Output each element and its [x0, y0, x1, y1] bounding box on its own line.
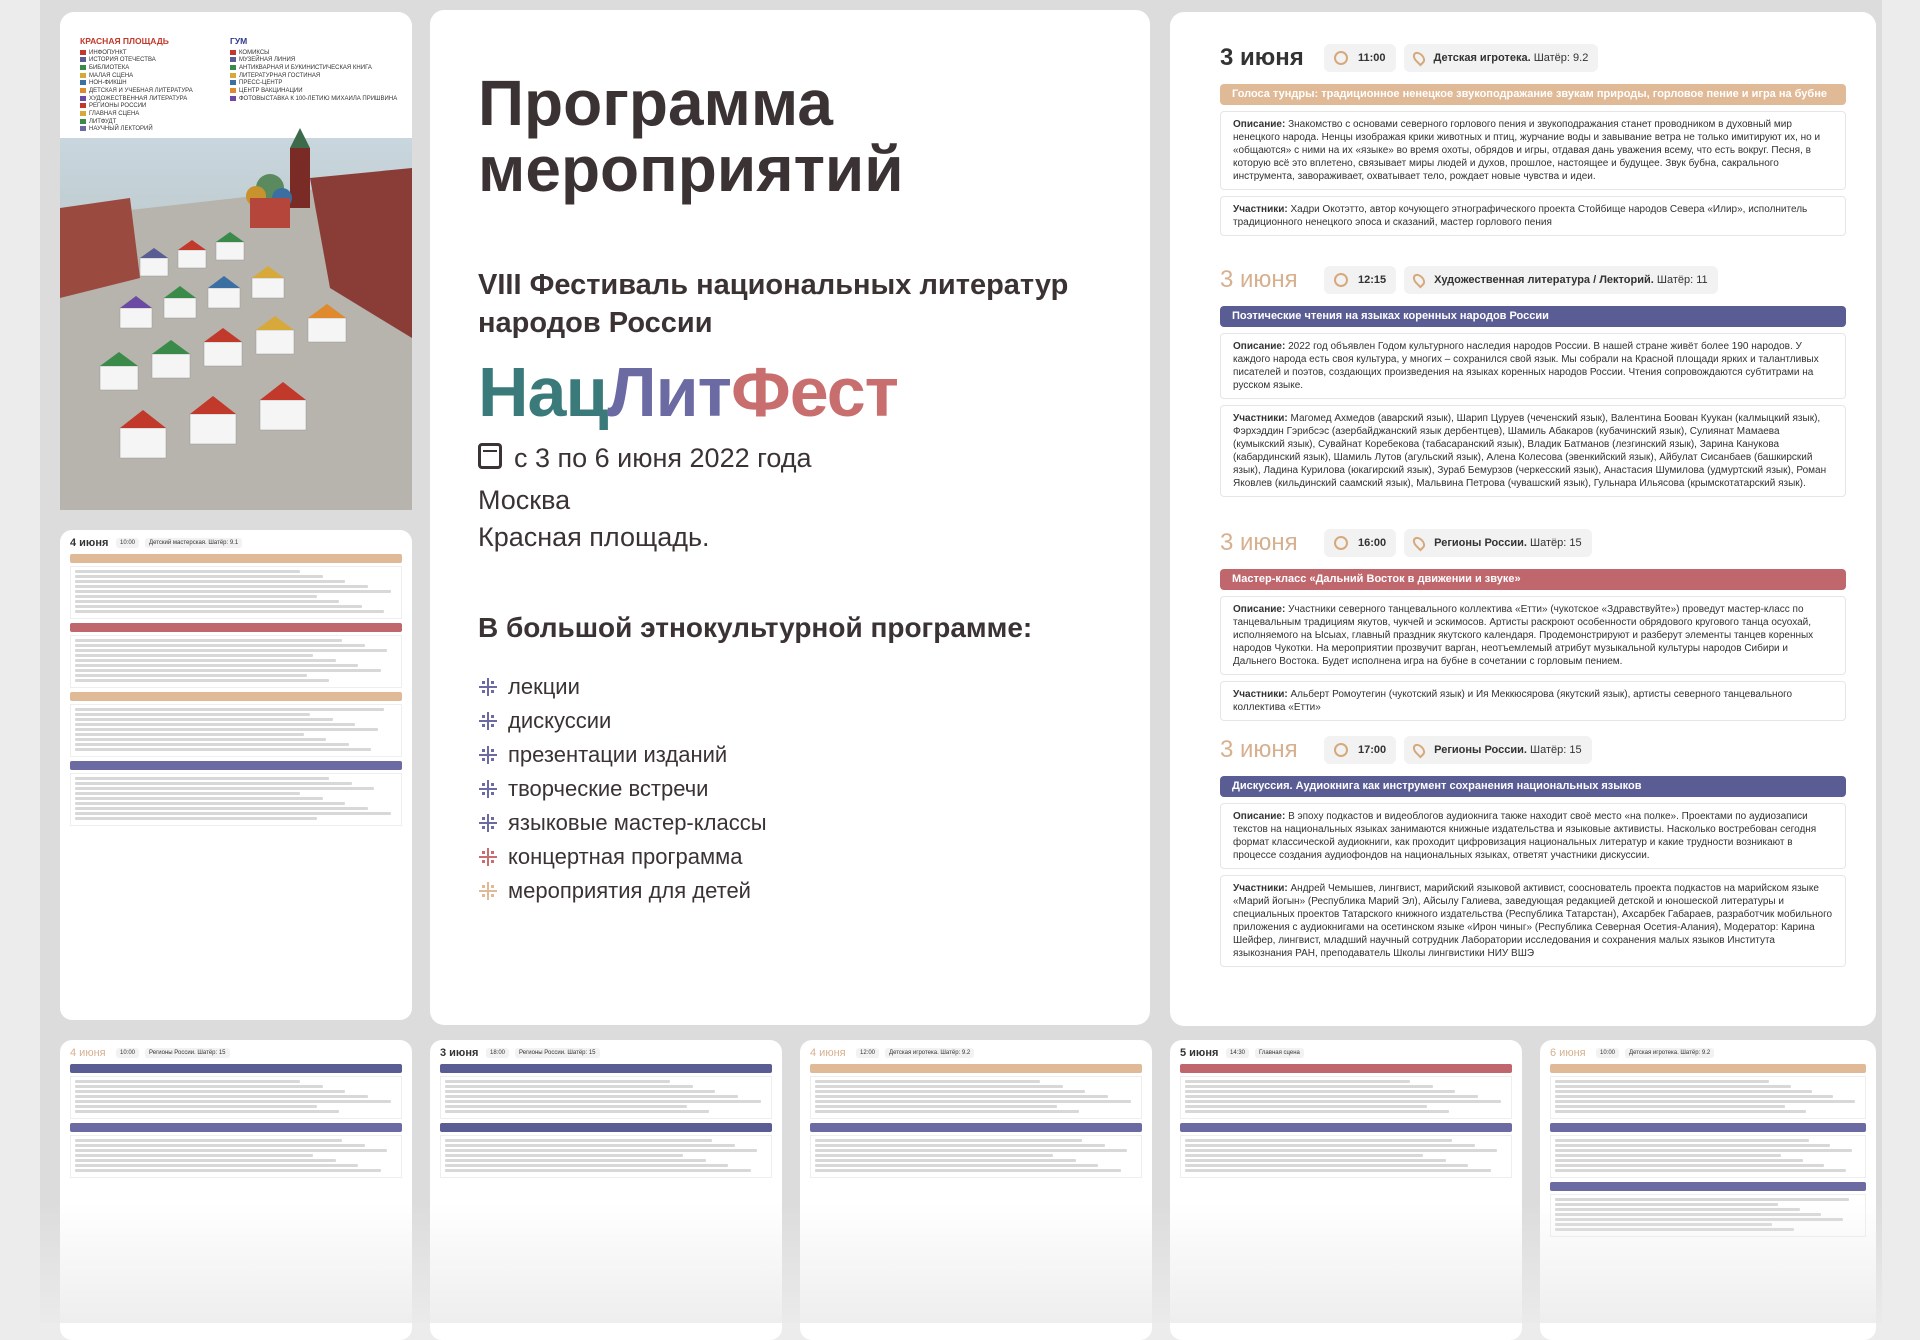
program-item — [478, 670, 767, 704]
event-time-text: 17:00 — [1358, 744, 1387, 756]
thumb-event-text — [70, 635, 402, 688]
thumb-event-bar — [810, 1064, 1142, 1073]
logo-part-lit: Лит — [607, 353, 731, 431]
thumb-event-text — [70, 704, 402, 757]
legend-swatch — [80, 57, 86, 62]
bottom-fade — [0, 1203, 1920, 1323]
program-page-thumbnail[interactable] — [60, 530, 412, 1020]
participants-label: Участники: — [1233, 689, 1288, 700]
event-block — [1220, 734, 1846, 967]
thumb-event-text — [1180, 1135, 1512, 1178]
description-text: Участники северного танцевального коллектива «Етти» (чукотское «Здравствуйте») проведут мастер-класс по танцевальным традициям якутов, чукчей и эскимосов. Артисты раскроют особенности обрядового кругового танца осуохай, исполняемого на Ысыах, главный праздник якутского календаря. Продемонстрируют и разберут элементы танцев коренных народов Чукотки. На мероприятии прозвучит варган, неотъемлемый атрибут музыкальной культуры народов Сибири и Дальнего Востока. Будет исполнена игра на бубне в сочетании с горловым пением. — [1233, 604, 1814, 667]
event-venue-text: Регионы России. — [1434, 744, 1527, 756]
program-item — [478, 840, 767, 874]
legend-label: АНТИКВАРНАЯ И БУКИНИСТИЧЕСКАЯ КНИГА — [239, 65, 372, 72]
program-item-label: мероприятия для детей — [508, 878, 751, 903]
thumb-event-bar — [70, 554, 402, 563]
event-header — [1220, 264, 1846, 296]
thumb-venue: Детская игротека. Шатёр: 9.2 — [1625, 1048, 1714, 1058]
location-pin-icon — [1411, 272, 1428, 289]
event-participants — [1220, 875, 1846, 967]
legend-item — [230, 80, 380, 88]
ornament-icon — [478, 813, 498, 833]
event-participants — [1220, 681, 1846, 721]
legend-label: ИНФОПУНКТ — [89, 49, 127, 56]
program-items-list — [478, 670, 767, 908]
thumb-header — [1550, 1046, 1866, 1060]
ornament-icon — [478, 677, 498, 697]
thumb-header — [810, 1046, 1142, 1060]
legend-label: ГЛАВНАЯ СЦЕНА — [89, 111, 140, 118]
festival-dates-text: с 3 по 6 июня 2022 года — [514, 443, 812, 473]
thumb-date: 6 июня — [1550, 1047, 1586, 1059]
thumb-time: 10:00 — [116, 538, 139, 548]
venue-map-illustration — [60, 138, 412, 510]
event-time — [1324, 266, 1396, 294]
program-item — [478, 874, 767, 908]
ornament-icon — [478, 711, 498, 731]
description-text: 2022 год объявлен Годом культурного наследия народов России. В нашей стране живёт более 190 народов. У каждого народа есть своя культура, у многих – сохранился свой язык. Мы собрали на Красной площади ярких и талантливых писателей и поэтов, создающих произведения на языках коренных народов России. Чтения сопровождаются субтитрами на русском языке. — [1233, 341, 1819, 391]
description-text: Знакомство с основами северного горлового пения и звукоподражания станет проводником в духовный мир ненецкого народа. Ненцы изображая крики животных и птиц, журчание воды и завывание ветра не только имитируют их, но и «общаются» с ними на их «языке» во время охоты, обрядов и игры, отдавая дань уважения всему, что есть вокруг. Песня, в которую всё это вплетено, связывает миры людей и духов, прошлое, настоящее и будущее. Звук бубна, сакрального инструмента, завораживает, охватывает тело, рождает новые чувства и идеи. — [1233, 119, 1821, 182]
ornament-icon — [478, 881, 498, 901]
thumb-time: 14:30 — [1226, 1048, 1249, 1058]
thumb-date: 4 июня — [810, 1047, 846, 1059]
thumb-event-text — [440, 1076, 772, 1119]
legend-swatch — [230, 50, 236, 55]
program-title-card — [430, 10, 1150, 1025]
thumb-header — [70, 1046, 402, 1060]
legend-swatch — [230, 65, 236, 70]
event-date: 3 июня — [1220, 529, 1298, 556]
thumb-header — [1180, 1046, 1512, 1060]
legend-swatch — [80, 119, 86, 124]
legend-item — [80, 80, 230, 88]
legend-label: ПРЕСС-ЦЕНТР — [239, 80, 283, 87]
legend-swatch — [80, 80, 86, 85]
program-schedule-card — [1170, 12, 1876, 1026]
location-pin-icon — [1411, 535, 1428, 552]
legend-title-gum: ГУМ — [230, 36, 248, 46]
legend-item — [80, 88, 230, 96]
event-venue — [1404, 529, 1591, 557]
program-item — [478, 704, 767, 738]
thumb-venue: Детская игротека. Шатёр: 9.2 — [885, 1048, 974, 1058]
participants-text: Андрей Чемышев, лингвист, марийский языковой активист, сооснователь проекта подкастов на марийском языке «Марий йогын» (Республика Марий Эл), Айсылу Галиева, заведующая редакцией детской и юношеской литературы и специальных проектов Татарского книжного издательства (Республика Татарстан), Ахсарбек Габараев, разработчик мобильного приложения с аудиокнигами на осетинском языке «Ирон чиныг» (Республика Северная Осетия-Алания), Модератор: Карина Шейфер, лингвист, младший научный сотрудник Лаборатории исследования и сохранения малых языков Института языкознания РАН, преподаватель Школы лингвистики НИУ ВШЭ — [1233, 883, 1833, 959]
legend-gum — [230, 36, 398, 103]
event-time-text: 16:00 — [1358, 537, 1387, 549]
legend-label: ДЕТСКАЯ И УЧЕБНАЯ ЛИТЕРАТУРА — [89, 88, 193, 95]
event-date: 3 июня — [1220, 44, 1304, 71]
thumb-event-bar — [1550, 1064, 1866, 1073]
program-heading: В большой этнокультурной программе: — [478, 612, 1033, 643]
program-item-label: презентации изданий — [508, 742, 728, 767]
ornament-icon — [478, 847, 498, 867]
event-participants — [1220, 196, 1846, 236]
participants-label: Участники: — [1233, 883, 1288, 894]
legend-item — [80, 57, 230, 65]
thumb-time: 10:00 — [116, 1048, 139, 1058]
description-label: Описание: — [1233, 341, 1286, 352]
event-header — [1220, 527, 1846, 559]
event-tent: Шатёр: 11 — [1656, 274, 1708, 286]
thumb-event-bar — [70, 1064, 402, 1073]
participants-text: Хадри Окотэтто, автор кочующего этнографического проекта Стойбище народов Севера «Илир», исполнитель традиционного ненецкого эпоса и сказаний, мастер горлового пения — [1233, 204, 1808, 228]
event-block — [1220, 264, 1846, 497]
legend-label: ЛИТЕРАТУРНАЯ ГОСТИНАЯ — [239, 72, 321, 79]
legend-label: НАУЧНЫЙ ЛЕКТОРИЙ — [89, 126, 153, 133]
legend-swatch — [80, 50, 86, 55]
event-time — [1324, 529, 1396, 557]
event-time-text: 12:15 — [1358, 274, 1387, 286]
event-description — [1220, 596, 1846, 675]
venue-map-card — [60, 12, 412, 510]
thumb-event-bar — [1180, 1123, 1512, 1132]
legend-label: БИБЛИОТЕКА — [89, 65, 130, 72]
festival-logo — [478, 352, 898, 432]
festival-location — [478, 482, 710, 556]
event-title: Дискуссия. Аудиокнига как инструмент сохранения национальных языков — [1220, 776, 1846, 797]
legend-item — [80, 126, 230, 134]
ornament-icon — [478, 745, 498, 765]
thumb-venue: Главная сцена — [1255, 1048, 1304, 1058]
thumb-header — [70, 536, 402, 550]
thumb-event-text — [70, 1135, 402, 1178]
thumb-event-bar — [70, 1123, 402, 1132]
thumb-date: 5 июня — [1180, 1047, 1219, 1059]
thumb-event-text — [70, 773, 402, 826]
thumb-event-bar — [440, 1123, 772, 1132]
event-description — [1220, 803, 1846, 869]
legend-item — [80, 96, 230, 104]
thumb-event-bar — [70, 623, 402, 632]
event-title: Голоса тундры: традиционное ненецкое звукоподражание звукам природы, горловое пение и игра на бубне — [1220, 84, 1846, 105]
thumb-time: 10:00 — [1596, 1048, 1619, 1058]
program-item — [478, 738, 767, 772]
thumb-event-bar — [1180, 1064, 1512, 1073]
participants-label: Участники: — [1233, 413, 1288, 424]
legend-item — [230, 95, 398, 104]
legend-label: ФОТОВЫСТАВКА К 100-ЛЕТИЮ МИХАИЛА ПРИШВИНА — [239, 95, 398, 102]
participants-text: Магомед Ахмедов (аварский язык), Шарип Цуруев (чеченский язык), Валентина Боован Куукан (калмыцкий язык), Фэрхэддин Гэрибсэс (азербайджанский язык дербентцев), Шамиль Абакаров (кубачинский язык), Сулиянат Мамаева (кумыкский язык), Сувайнат Коребекова (табасаранский язык), Владик Батманов (лезгинский язык), Зарина Канукова (кабардинский язык), Шамиль Лутов (агульский язык), Алена Колесова (эвенкийский язык), Айбулат Сисанбаев (башкирский язык), Ладина Курилова (юкагирский язык), Зураб Бемурзов (черкесский язык), Анастасия Шумилова (удмуртский язык), Роман Яковлев (кильдинский саамский язык), Мальвина Петрова (чувашский язык), Гульнара Ильясова (крымскотатарский язык). — [1233, 413, 1827, 489]
logo-part-fest: Фест — [730, 353, 898, 431]
legend-item — [230, 65, 380, 73]
event-venue-text: Регионы России. — [1434, 537, 1527, 549]
festival-dates — [478, 440, 812, 477]
legend-item — [80, 73, 230, 81]
legend-item — [80, 111, 230, 119]
description-text: В эпоху подкастов и видеоблогов аудиокнига также находит своё место «на полке». Проектами по аудиозаписи текстов на национальных языках занимаются книжные издательства и языковые активисты. Насколько востребован сегодня формат классической аудиокниги, как проходит цифровизация национальных литератур и какие трудности возникают в процессе создания аудиофондов на национальных языках, ответят участники дискуссии. — [1233, 811, 1817, 861]
legend-label: ИСТОРИЯ ОТЕЧЕСТВА — [89, 57, 156, 64]
program-item-label: лекции — [508, 674, 580, 699]
legend-item — [230, 88, 380, 96]
thumb-event-bar — [70, 761, 402, 770]
legend-swatch — [80, 126, 86, 131]
legend-label: ЦЕНТР ВАКЦИНАЦИИ — [239, 88, 303, 95]
event-tent: Шатёр: 15 — [1530, 744, 1582, 756]
thumb-event-text — [440, 1135, 772, 1178]
event-description — [1220, 111, 1846, 190]
thumb-event-bar — [1550, 1182, 1866, 1191]
legend-item — [230, 57, 380, 65]
thumb-venue: Регионы России. Шатёр: 15 — [515, 1048, 600, 1058]
event-block — [1220, 42, 1846, 236]
program-item-label: языковые мастер-классы — [508, 810, 767, 835]
clock-icon — [1334, 51, 1348, 65]
legend-item — [230, 73, 380, 81]
legend-swatch — [230, 96, 236, 101]
thumb-venue: Регионы России. Шатёр: 15 — [145, 1048, 230, 1058]
legend-swatch — [80, 65, 86, 70]
description-label: Описание: — [1233, 811, 1286, 822]
logo-part-nac: Нац — [478, 353, 608, 431]
event-tent: Шатёр: 9.2 — [1533, 52, 1589, 64]
event-header — [1220, 734, 1846, 766]
event-date: 3 июня — [1220, 736, 1298, 763]
event-venue — [1404, 44, 1599, 72]
participants-label: Участники: — [1233, 204, 1288, 215]
thumb-event-bar — [440, 1064, 772, 1073]
legend-label: ЛИТФУДТ — [89, 118, 117, 125]
calendar-icon — [478, 443, 502, 469]
event-venue — [1404, 736, 1591, 764]
legend-item — [80, 103, 230, 111]
thumb-event-text — [810, 1076, 1142, 1119]
legend-item — [80, 50, 230, 58]
legend-swatch — [230, 57, 236, 62]
festival-subtitle: VIII Фестиваль национальных литератур народов России — [478, 269, 1069, 339]
participants-text: Альберт Ромоутегин (чукотский язык) и Ия Меккюсярова (якутский язык), артисты северного танцевального коллектива «Етти» — [1233, 689, 1793, 713]
thumb-date: 4 июня — [70, 1047, 106, 1059]
description-label: Описание: — [1233, 604, 1286, 615]
legend-label: КОМИКСЫ — [239, 49, 270, 56]
description-label: Описание: — [1233, 119, 1286, 130]
thumb-header — [440, 1046, 772, 1060]
event-time — [1324, 44, 1396, 72]
legend-swatch — [230, 73, 236, 78]
event-date: 3 июня — [1220, 266, 1298, 293]
ornament-icon — [478, 779, 498, 799]
clock-icon — [1334, 273, 1348, 287]
event-participants — [1220, 405, 1846, 497]
festival-place: Красная площадь. — [478, 522, 710, 552]
legend-label: МУЗЕЙНАЯ ЛИНИЯ — [239, 57, 296, 64]
event-title: Мастер-класс «Дальний Восток в движении и звуке» — [1220, 569, 1846, 590]
legend-swatch — [80, 96, 86, 101]
legend-label: МАЛАЯ СЦЕНА — [89, 72, 134, 79]
thumb-venue: Детский мастерская. Шатёр: 9.1 — [145, 538, 242, 548]
legend-swatch — [230, 88, 236, 93]
clock-icon — [1334, 743, 1348, 757]
event-venue-text: Детская игротека. — [1433, 52, 1531, 64]
program-item — [478, 772, 767, 806]
location-pin-icon — [1410, 50, 1427, 67]
event-venue-text: Художественная литература / Лекторий. — [1434, 274, 1654, 286]
event-header — [1220, 42, 1846, 74]
event-time-text: 11:00 — [1358, 52, 1386, 64]
legend-swatch — [80, 111, 86, 116]
legend-swatch — [230, 80, 236, 85]
legend-label: ХУДОЖЕСТВЕННАЯ ЛИТЕРАТУРА — [89, 95, 188, 102]
thumb-event-text — [810, 1135, 1142, 1178]
event-time — [1324, 736, 1396, 764]
thumb-event-text — [1550, 1076, 1866, 1119]
event-tent: Шатёр: 15 — [1530, 537, 1582, 549]
legend-title-red-square: КРАСНАЯ ПЛОЩАДЬ — [80, 36, 169, 46]
thumb-date: 4 июня — [70, 537, 109, 549]
program-item-label: творческие встречи — [508, 776, 709, 801]
program-item — [478, 806, 767, 840]
legend-label: НОН-ФИКШН — [89, 80, 127, 87]
program-item-label: дискуссии — [508, 708, 612, 733]
thumb-event-text — [70, 1076, 402, 1119]
legend-swatch — [80, 73, 86, 78]
legend-red-square — [80, 38, 230, 134]
thumb-time: 12:00 — [856, 1048, 879, 1058]
page-title: Программа мероприятий — [478, 67, 904, 205]
thumb-event-text — [70, 566, 402, 619]
thumb-time: 18:00 — [486, 1048, 509, 1058]
legend-swatch — [80, 103, 86, 108]
location-pin-icon — [1411, 742, 1428, 759]
legend-label: РЕГИОНЫ РОССИИ — [89, 103, 147, 110]
legend-swatch — [80, 88, 86, 93]
legend-item — [80, 65, 230, 73]
event-block — [1220, 527, 1846, 721]
thumb-event-text — [1180, 1076, 1512, 1119]
clock-icon — [1334, 536, 1348, 550]
thumb-event-bar — [810, 1123, 1142, 1132]
thumb-date: 3 июня — [440, 1047, 479, 1059]
event-title: Поэтические чтения на языках коренных народов России — [1220, 306, 1846, 327]
event-description — [1220, 333, 1846, 399]
thumb-event-text — [1550, 1135, 1866, 1178]
thumb-event-bar — [70, 692, 402, 701]
event-venue — [1404, 266, 1718, 294]
thumb-event-bar — [1550, 1123, 1866, 1132]
program-item-label: концертная программа — [508, 844, 743, 869]
festival-city: Москва — [478, 485, 571, 515]
